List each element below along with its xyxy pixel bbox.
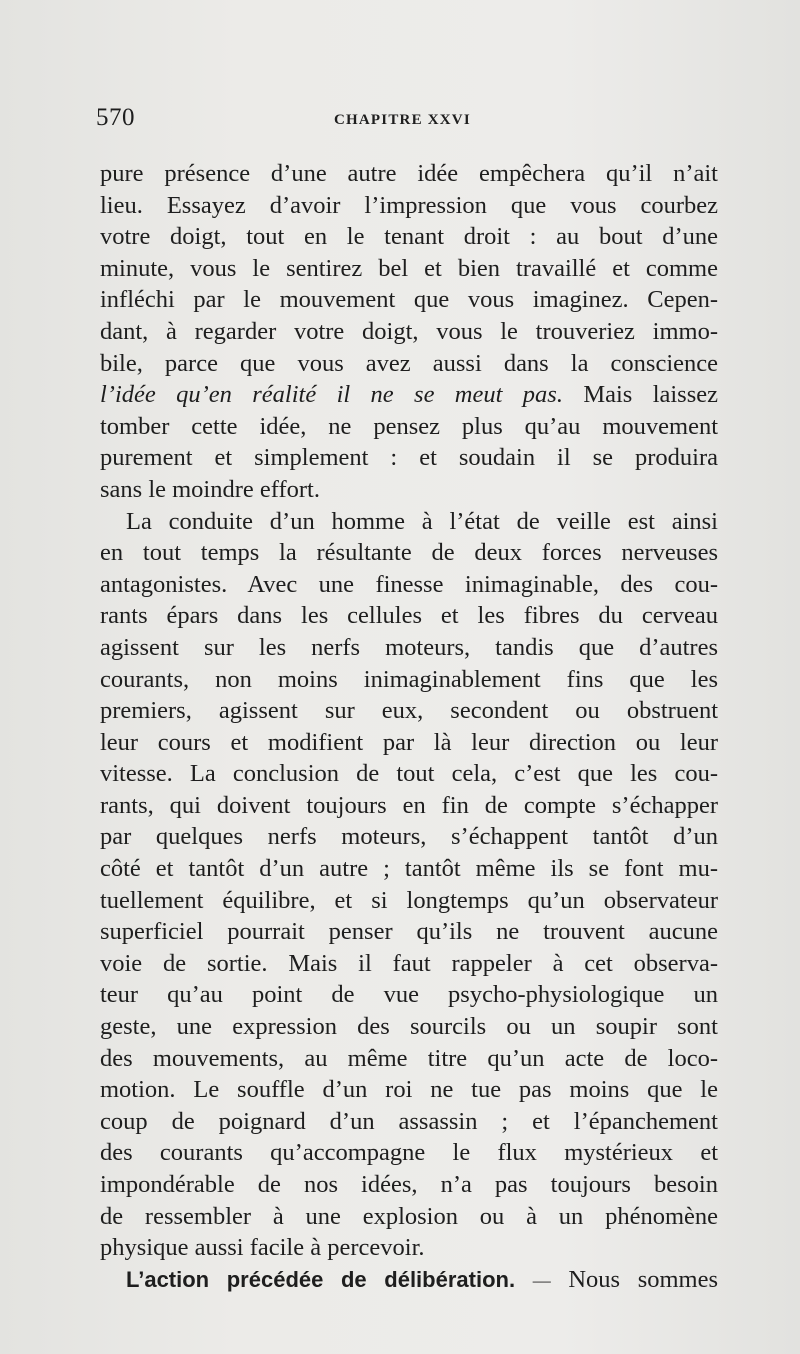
text-line: impondérable de nos idées, n’a pas toujours besoin [100, 1171, 718, 1198]
text-line: pure présence d’une autre idée empêchera qu’il n’ait [100, 160, 718, 187]
text-line: leur cours et modifient par là leur direction ou leur [100, 728, 718, 756]
text-line: geste, une expression des sourcils ou un soupir sont [100, 1013, 718, 1041]
text-line: tuellement équilibre, et si longtemps qu’un observateur [100, 886, 718, 914]
text-line: coup de poignard d’un assassin ; et l’épanchement [100, 1107, 718, 1135]
text-line: de ressembler à une explosion ou à un phénomène [100, 1202, 718, 1230]
text-line: antagonistes. Avec une finesse inimaginable, des cou- [100, 570, 718, 598]
text-line: rants épars dans les cellules et les fibres du cerveau [100, 602, 718, 630]
text-line: sans le moindre effort. [100, 475, 320, 503]
text-line: côté et tantôt d’un autre ; tantôt même ils se font mu- [100, 855, 718, 883]
text-line: agissent sur les nerfs moteurs, tandis que d’autres [100, 633, 718, 661]
text-line: rants, qui doivent toujours en fin de compte s’échapper [100, 791, 718, 819]
text-line: des mouvements, au même titre qu’un acte de loco- [100, 1044, 718, 1072]
text-line [100, 379, 718, 411]
text-line: tomber cette idée, ne pensez plus qu’au mouvement [100, 412, 718, 440]
text-line: La conduite d’un homme à l’état de veille est ainsi [126, 507, 718, 535]
text-line: en tout temps la résultante de deux forces nerveuses [100, 539, 718, 567]
italic-phrase: l’idée qu’en réalité il ne se meut pas. [100, 381, 563, 409]
text-line: bile, parce que vous avez aussi dans la conscience [100, 349, 718, 377]
section-heading: L’action précédée de délibération. [126, 1266, 516, 1292]
text-line: motion. Le souffle d’un roi ne tue pas moins que le [100, 1076, 718, 1104]
text-fragment: Nous sommes [568, 1265, 719, 1293]
text-line: voie de sortie. Mais il faut rappeler à cet observa- [100, 949, 718, 977]
text-line: premiers, agissent sur eux, secondent ou obstruent [100, 697, 718, 725]
text-line: teur qu’au point de vue psycho-physiologique un [100, 981, 718, 1009]
em-dash: — [532, 1270, 551, 1291]
text-line: des courants qu’accompagne le flux mystérieux et [100, 1139, 718, 1167]
text-line: vitesse. La conclusion de tout cela, c’est que les cou- [100, 760, 718, 788]
text-line: minute, vous le sentirez bel et bien travaillé et comme [100, 254, 718, 282]
text-line: physique aussi facile à percevoir. [100, 1234, 425, 1262]
running-head [96, 104, 728, 138]
text-line: superficiel pourrait penser qu’ils ne trouvent aucune [100, 918, 718, 946]
text-line: dant, à regarder votre doigt, vous le trouveriez immo- [100, 317, 718, 345]
text-fragment: Mais laissez [583, 381, 718, 409]
text-line: votre doigt, tout en le tenant droit : au bout d’une [100, 223, 718, 251]
section-line [100, 1264, 718, 1296]
chapter-title: CHAPITRE XXVI [334, 112, 471, 128]
text-line: infléchi par le mouvement que vous imaginez. Cepen- [100, 286, 718, 314]
page-number: 570 [96, 104, 135, 131]
text-line: courants, non moins inimaginablement fins que les [100, 665, 718, 693]
body-text [100, 158, 718, 1295]
text-line: lieu. Essayez d’avoir l’impression que vous courbez [100, 191, 718, 219]
text-line: purement et simplement : et soudain il se produira [100, 444, 718, 472]
text-line: par quelques nerfs moteurs, s’échappent tantôt d’un [100, 823, 718, 851]
